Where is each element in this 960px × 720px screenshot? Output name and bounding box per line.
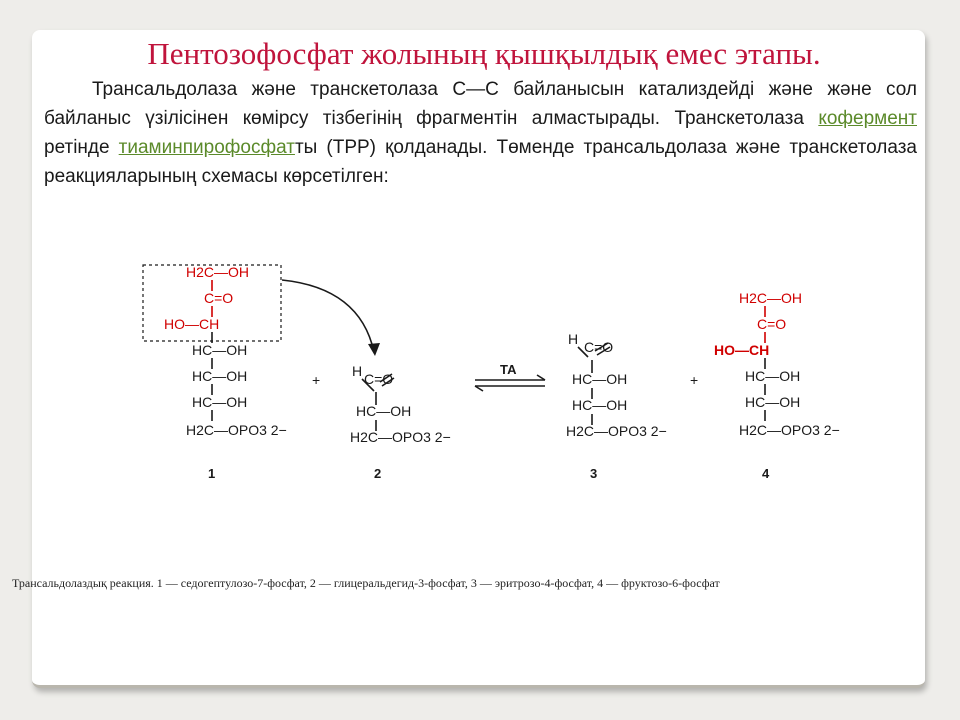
- c3-row-5: H2C—OPO3 2−: [566, 423, 667, 439]
- curved-arrow: [282, 280, 374, 352]
- transaldolase-reaction-scheme: [130, 258, 870, 488]
- c1-row-7: H2C—OPO3 2−: [186, 422, 287, 438]
- plus-sign-1: +: [312, 372, 321, 388]
- c2-row-2: C=O: [364, 371, 394, 387]
- paragraph-text-3: ты (ТРР) қолданады. Төменде трансальдолаза және транскетолаза реакцияларының схемасы көрсетілген:: [44, 137, 918, 187]
- figure-caption: Трансальдолаздық реакция. 1 — седогептулозо-7-фосфат, 2 — глицеральдегид-3-фосфат, 3 — эритрозо-4-фосфат, 4 — фруктозо-6-фосфат: [12, 576, 720, 590]
- link-coenzyme[interactable]: кофермент: [818, 108, 917, 129]
- c1-row-6: HC—OH: [192, 394, 248, 410]
- c4-row-2: C=O: [757, 316, 787, 332]
- slide-title: Пентозофосфат жолының қышқылдық емес этапы.: [147, 36, 821, 71]
- c4-row-5: HC—OH: [745, 394, 801, 410]
- c1-row-3: HO—CH: [164, 316, 220, 332]
- c1-row-5: HC—OH: [192, 368, 248, 384]
- c4-row-4: HC—OH: [745, 368, 801, 384]
- plus-sign-2: +: [690, 372, 699, 388]
- compound-number-4: 4: [762, 466, 770, 481]
- paragraph-text-1: Трансальдолаза және транскетолаза С—С байланысын катализдейді және және сол байланыс үзілісінен көмірсу тізбегінің фрагментін алмастырады. Транскетолаза: [44, 79, 917, 129]
- c1-row-1: H2C—OH: [186, 264, 250, 280]
- enzyme-label-ta: ТА: [500, 362, 517, 377]
- c3-row-4: HC—OH: [572, 397, 628, 413]
- compound-number-1: 1: [208, 466, 216, 481]
- c4-row-3: HO—CH: [714, 342, 770, 358]
- compound-number-3: 3: [590, 466, 598, 481]
- compound-number-2: 2: [374, 466, 382, 481]
- c2-row-4: H2C—OPO3 2−: [350, 429, 451, 445]
- c3-row-1: H: [568, 331, 579, 347]
- c3-row-2: C=O: [584, 339, 614, 355]
- body-paragraph: [44, 75, 917, 191]
- c2-row-1: H: [352, 363, 363, 379]
- paragraph-text-2: ретінде: [44, 137, 119, 158]
- c4-row-6: H2C—OPO3 2−: [739, 422, 840, 438]
- c1-row-2: C=O: [204, 290, 234, 306]
- c1-row-4: HC—OH: [192, 342, 248, 358]
- link-thiamine-pyrophosphate[interactable]: тиаминпирофосфат: [118, 137, 295, 158]
- c2-row-3: HC—OH: [356, 403, 412, 419]
- c3-row-3: HC—OH: [572, 371, 628, 387]
- c4-row-1: H2C—OH: [739, 290, 803, 306]
